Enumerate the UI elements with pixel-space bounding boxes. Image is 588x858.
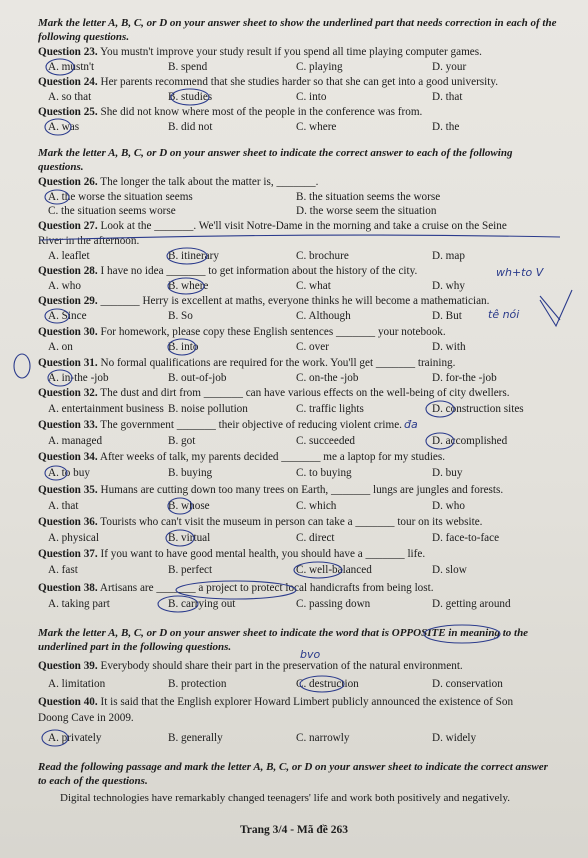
option-b[interactable]: B. So xyxy=(168,310,193,322)
question-34 xyxy=(38,451,558,464)
page-footer: Trang 3/4 - Mã đề 263 xyxy=(239,824,349,836)
question-number: Question 25. xyxy=(38,106,98,118)
option-d[interactable]: D. map xyxy=(432,250,465,262)
option-d[interactable]: D. construction sites xyxy=(432,403,524,415)
option-d[interactable]: D. your xyxy=(432,61,467,73)
question-38 xyxy=(38,582,558,595)
question-stem: For homework, please copy these English sentences _______ your notebook. xyxy=(100,326,446,338)
question-number: Question 34. xyxy=(38,451,98,463)
option-d[interactable]: D. buy xyxy=(432,467,463,479)
option-c[interactable]: C. Although xyxy=(296,310,351,322)
handwritten-note-2: tê nói xyxy=(488,308,520,321)
question-number: Question 30. xyxy=(38,326,98,338)
option-a[interactable]: A. limitation xyxy=(48,678,106,690)
question-27 xyxy=(38,220,558,233)
question-stem: She did not know where most of the people in the conference was from. xyxy=(100,106,423,118)
option-a[interactable]: A. was xyxy=(48,121,80,133)
question-stem: The dust and dirt from _______ can have various effects on the well-being of city dwellers. xyxy=(100,387,510,399)
option-a[interactable]: A. on xyxy=(48,341,73,353)
option-b[interactable]: B. the situation seems the worse xyxy=(296,191,441,203)
question-37 xyxy=(38,548,558,561)
option-c[interactable]: C. succeeded xyxy=(296,435,356,447)
option-d[interactable]: D. the worse seem the situation xyxy=(296,205,437,217)
option-b[interactable]: B. virtual xyxy=(168,532,211,544)
option-b[interactable]: B. perfect xyxy=(168,564,213,576)
question-number: Question 33. xyxy=(38,419,98,431)
option-d[interactable]: D. that xyxy=(432,91,463,103)
question-number: Question 23. xyxy=(38,46,98,58)
option-a[interactable]: A. entertainment business xyxy=(48,403,164,415)
option-a[interactable]: A. to buy xyxy=(48,467,90,479)
question-number: Question 35. xyxy=(38,484,98,496)
option-a[interactable]: A. privately xyxy=(48,732,102,744)
option-d[interactable]: D. with xyxy=(432,341,466,353)
handwritten-note-3: đa xyxy=(404,418,418,431)
option-b[interactable]: B. into xyxy=(168,341,199,353)
question-number: Question 28. xyxy=(38,265,98,277)
question-39 xyxy=(38,660,558,673)
question-28 xyxy=(38,265,558,278)
question-number: Question 27. xyxy=(38,220,98,232)
option-c[interactable]: C. which xyxy=(296,500,337,512)
handwritten-note-4: bvo xyxy=(300,648,321,661)
option-d[interactable]: D. accomplished xyxy=(432,435,508,447)
option-a[interactable]: A. the worse the situation seems xyxy=(48,191,193,203)
question-33 xyxy=(38,419,558,432)
question-36 xyxy=(38,516,558,529)
option-b[interactable]: B. out-of-job xyxy=(168,372,227,384)
question-stem: I have no idea _______ to get information about the history of the city. xyxy=(100,265,418,277)
option-a[interactable]: A. mustn't xyxy=(48,61,95,73)
question-stem: _______ Herry is excellent at maths, everyone thinks he will become a mathematician. xyxy=(100,295,490,307)
option-b[interactable]: B. whose xyxy=(168,500,210,512)
option-d[interactable]: D. conservation xyxy=(432,678,503,690)
option-d[interactable]: D. widely xyxy=(432,732,477,744)
option-d[interactable]: D. why xyxy=(432,280,465,292)
option-c[interactable]: C. playing xyxy=(296,61,343,73)
option-a[interactable]: A. Since xyxy=(48,310,87,322)
question-number: Question 24. xyxy=(38,76,98,88)
option-c[interactable]: C. the situation seems worse xyxy=(48,205,176,217)
option-c[interactable]: C. passing down xyxy=(296,598,371,610)
question-stem: Her parents recommend that she studies harder so that she can get into a good university. xyxy=(100,76,499,88)
option-c[interactable]: C. direct xyxy=(296,532,335,544)
question-stem: It is said that the English explorer Howard Limbert publicly announced the existence of Son xyxy=(100,696,514,708)
question-stem: Tourists who can't visit the museum in person can take a _______ tour on its website. xyxy=(100,516,483,528)
option-b[interactable]: B. itinerary xyxy=(168,250,219,262)
question-stem: After weeks of talk, my parents decided _______ me a laptop for my studies. xyxy=(99,451,446,463)
option-d[interactable]: D. getting around xyxy=(432,598,511,610)
option-d[interactable]: D. But xyxy=(432,310,462,322)
option-d[interactable]: D. for-the -job xyxy=(432,372,497,384)
option-c[interactable]: C. what xyxy=(296,280,331,292)
question-30 xyxy=(38,326,558,339)
option-c[interactable]: C. over xyxy=(296,341,329,353)
option-a[interactable]: A. fast xyxy=(48,564,78,576)
question-stem: Artisans are _______ a project to protect local handicrafts from being lost. xyxy=(99,582,434,594)
section-instruction-passage: Read the following passage and mark the letter A, B, C, or D on your answer sheet to indicate the correct answer to each of the questions. xyxy=(38,761,548,787)
option-c[interactable]: C. into xyxy=(296,91,327,103)
option-b[interactable]: B. carrying out xyxy=(168,598,236,610)
section-instruction-correction: Mark the letter A, B, C, or D on your answer sheet to show the underlined part that needs correction in each of the following questions. xyxy=(38,17,557,43)
question-number: Question 29. xyxy=(38,295,98,307)
option-b[interactable]: B. generally xyxy=(168,732,223,744)
option-c[interactable]: C. on-the -job xyxy=(296,372,359,384)
option-b[interactable]: B. did not xyxy=(168,121,213,133)
question-29 xyxy=(38,295,558,308)
handwritten-note-1: wh+to V xyxy=(496,266,544,279)
question-stem: The longer the talk about the matter is, _______. xyxy=(100,176,319,188)
option-a[interactable]: A. leaflet xyxy=(48,250,90,262)
question-27-continued: River in the afternoon. xyxy=(38,235,140,247)
option-a[interactable]: A. that xyxy=(48,500,79,512)
option-a[interactable]: A. taking part xyxy=(48,598,110,610)
question-stem: Look at the _______. We'll visit Notre-Dame in the morning and take a cruise on the Seine xyxy=(100,220,507,232)
passage-first-line: Digital technologies have remarkably changed teenagers' life and work both positively and negatively. xyxy=(60,792,510,804)
question-40-continued: Doong Cave in 2009. xyxy=(38,712,134,724)
option-b[interactable]: B. spend xyxy=(168,61,208,73)
section-instruction-correct-answer: Mark the letter A, B, C, or D on your answer sheet to indicate the correct answer to each of the following questions. xyxy=(38,147,513,173)
option-b[interactable]: B. buying xyxy=(168,467,213,479)
question-stem: No formal qualifications are required for the work. You'll get _______ training. xyxy=(100,357,456,369)
option-b[interactable]: B. got xyxy=(168,435,196,447)
question-number: Question 39. xyxy=(38,660,98,672)
option-a[interactable]: A. physical xyxy=(48,532,99,544)
question-26 xyxy=(38,176,558,189)
option-c[interactable]: C. where xyxy=(296,121,337,133)
option-d[interactable]: D. who xyxy=(432,500,465,512)
option-d[interactable]: D. slow xyxy=(432,564,467,576)
option-c[interactable]: C. traffic lights xyxy=(296,403,364,415)
question-stem: If you want to have good mental health, you should have a _______ life. xyxy=(100,548,426,560)
option-a[interactable]: A. managed xyxy=(48,435,103,447)
option-a[interactable]: A. who xyxy=(48,280,81,292)
question-stem: You mustn't improve your study result if you spend all time playing computer games. xyxy=(100,46,482,58)
question-31 xyxy=(38,357,558,370)
option-c[interactable]: C. narrowly xyxy=(296,732,350,744)
option-a[interactable]: A. in-the -job xyxy=(48,372,109,384)
option-c[interactable]: C. well-balanced xyxy=(296,564,372,576)
question-40 xyxy=(38,696,558,709)
question-number: Question 37. xyxy=(38,548,98,560)
question-32 xyxy=(38,387,558,400)
question-25 xyxy=(38,106,558,119)
question-number: Question 32. xyxy=(38,387,98,399)
option-b[interactable]: B. studies xyxy=(168,91,213,103)
option-a[interactable]: A. so that xyxy=(48,91,92,103)
option-d[interactable]: D. face-to-face xyxy=(432,532,500,544)
option-c[interactable]: C. to buying xyxy=(296,467,352,479)
option-c[interactable]: C. brochure xyxy=(296,250,349,262)
circle-mark-q31-margin xyxy=(14,354,30,378)
question-stem: Everybody should share their part in the preservation of the natural environment. xyxy=(100,660,463,672)
option-b[interactable]: B. protection xyxy=(168,678,227,690)
section-instruction-opposite: Mark the letter A, B, C, or D on your answer sheet to indicate the word that is OPPOSITE in meaning to the underlined part in the following questions. xyxy=(38,627,529,653)
question-number: Question 26. xyxy=(38,176,98,188)
option-c[interactable]: C. destruction xyxy=(296,678,359,690)
question-number: Question 38. xyxy=(38,582,98,594)
question-24 xyxy=(38,76,558,89)
option-d[interactable]: D. the xyxy=(432,121,460,133)
question-stem: Humans are cutting down too many trees on Earth, _______ lungs are jungles and forests. xyxy=(100,484,504,496)
question-number: Question 40. xyxy=(38,696,98,708)
question-number: Question 31. xyxy=(38,357,98,369)
question-35 xyxy=(38,484,558,497)
question-stem: The government _______ their objective of reducing violent crime. xyxy=(100,419,402,431)
question-number: Question 36. xyxy=(38,516,98,528)
option-b[interactable]: B. noise pollution xyxy=(168,403,248,415)
option-b[interactable]: B. where xyxy=(168,280,209,292)
question-23 xyxy=(38,46,558,59)
